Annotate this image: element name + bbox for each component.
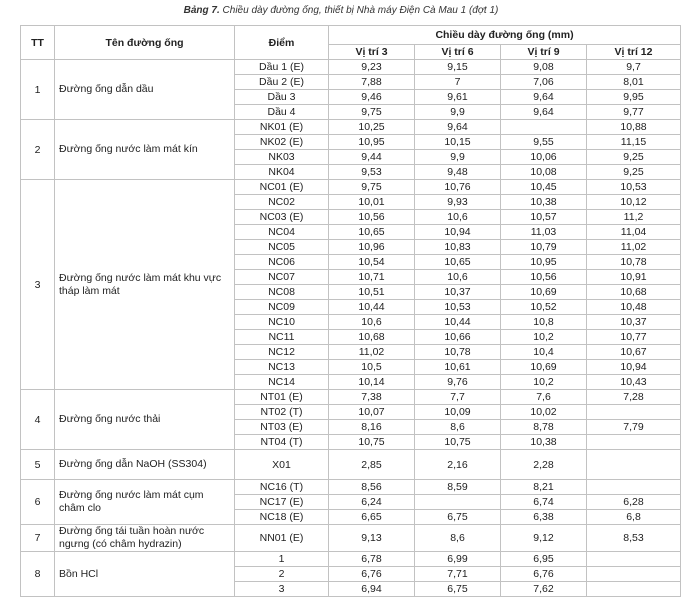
row-point: NT04 (T) xyxy=(235,435,329,450)
thickness-value: 10,53 xyxy=(587,180,681,195)
thickness-value: 10,69 xyxy=(501,285,587,300)
row-tt: 5 xyxy=(21,450,55,480)
thickness-value: 7,38 xyxy=(329,390,415,405)
row-pipe-name: Đường ống tái tuần hoàn nước ngưng (có châm hydrazin) xyxy=(55,525,235,552)
row-point: NC01 (E) xyxy=(235,180,329,195)
row-point: NK01 (E) xyxy=(235,120,329,135)
thickness-value: 8,6 xyxy=(415,420,501,435)
thickness-value: 10,14 xyxy=(329,375,415,390)
thickness-value: 10,96 xyxy=(329,240,415,255)
thickness-value: 9,46 xyxy=(329,90,415,105)
thickness-value: 7,79 xyxy=(587,420,681,435)
caption-label: Bảng 7. xyxy=(183,5,220,16)
thickness-value: 10,67 xyxy=(587,345,681,360)
thickness-value: 9,08 xyxy=(501,60,587,75)
pipe-thickness-table xyxy=(20,25,681,597)
row-pipe-name: Đường ống nước làm mát khu vực tháp làm mát xyxy=(55,180,235,390)
thickness-value: 10,45 xyxy=(501,180,587,195)
thickness-value: 10,66 xyxy=(415,330,501,345)
thickness-value: 6,95 xyxy=(501,552,587,567)
row-point: NC12 xyxy=(235,345,329,360)
thickness-value: 10,56 xyxy=(501,270,587,285)
row-pipe-name: Đường ống nước thải xyxy=(55,390,235,450)
thickness-value: 10,75 xyxy=(329,435,415,450)
thickness-value: 6,74 xyxy=(501,495,587,510)
thickness-value: 10,8 xyxy=(501,315,587,330)
thickness-value xyxy=(587,480,681,495)
thickness-value: 7,06 xyxy=(501,75,587,90)
thickness-value: 10,95 xyxy=(501,255,587,270)
thickness-value: 10,79 xyxy=(501,240,587,255)
thickness-value: 10,48 xyxy=(587,300,681,315)
thickness-value: 10,83 xyxy=(415,240,501,255)
thickness-value: 6,75 xyxy=(415,582,501,597)
thickness-value: 11,02 xyxy=(329,345,415,360)
header-position-12: Vị trí 12 xyxy=(587,45,681,60)
thickness-value xyxy=(587,435,681,450)
thickness-value: 11,04 xyxy=(587,225,681,240)
thickness-value: 10,06 xyxy=(501,150,587,165)
row-point: X01 xyxy=(235,450,329,480)
row-point: NK03 xyxy=(235,150,329,165)
row-pipe-name: Đường ống dẫn NaOH (SS304) xyxy=(55,450,235,480)
thickness-value: 8,59 xyxy=(415,480,501,495)
thickness-value: 9,15 xyxy=(415,60,501,75)
thickness-value: 8,16 xyxy=(329,420,415,435)
row-point: Dầu 2 (E) xyxy=(235,75,329,90)
table-row xyxy=(21,480,681,495)
thickness-value: 10,78 xyxy=(587,255,681,270)
table-row xyxy=(21,60,681,75)
thickness-value: 10,38 xyxy=(501,435,587,450)
thickness-value xyxy=(587,567,681,582)
thickness-value: 9,44 xyxy=(329,150,415,165)
thickness-value xyxy=(415,495,501,510)
thickness-value: 10,2 xyxy=(501,375,587,390)
thickness-value: 10,68 xyxy=(587,285,681,300)
thickness-value: 10,38 xyxy=(501,195,587,210)
thickness-value: 10,53 xyxy=(415,300,501,315)
thickness-value: 6,38 xyxy=(501,510,587,525)
row-point: NC14 xyxy=(235,375,329,390)
thickness-value: 6,76 xyxy=(329,567,415,582)
thickness-value: 7,6 xyxy=(501,390,587,405)
thickness-value: 10,56 xyxy=(329,210,415,225)
thickness-value: 6,8 xyxy=(587,510,681,525)
thickness-value: 10,94 xyxy=(587,360,681,375)
thickness-value: 6,75 xyxy=(415,510,501,525)
header-position-3: Vị trí 3 xyxy=(329,45,415,60)
thickness-value: 10,09 xyxy=(415,405,501,420)
thickness-value: 10,6 xyxy=(415,210,501,225)
row-point: NK04 xyxy=(235,165,329,180)
row-point: NC11 xyxy=(235,330,329,345)
thickness-value: 10,6 xyxy=(415,270,501,285)
thickness-value: 10,65 xyxy=(415,255,501,270)
thickness-value: 10,51 xyxy=(329,285,415,300)
table-row xyxy=(21,525,681,552)
row-pipe-name: Bồn HCl xyxy=(55,552,235,597)
thickness-value: 10,94 xyxy=(415,225,501,240)
thickness-value: 10,01 xyxy=(329,195,415,210)
row-point: NC02 xyxy=(235,195,329,210)
thickness-value: 9,76 xyxy=(415,375,501,390)
row-point: NT02 (T) xyxy=(235,405,329,420)
row-tt: 6 xyxy=(21,480,55,525)
thickness-value: 10,91 xyxy=(587,270,681,285)
thickness-value: 8,53 xyxy=(587,525,681,552)
row-point: NC10 xyxy=(235,315,329,330)
thickness-value: 9,55 xyxy=(501,135,587,150)
table-body xyxy=(21,60,681,597)
thickness-value: 9,48 xyxy=(415,165,501,180)
thickness-value: 9,64 xyxy=(501,105,587,120)
row-point: NC05 xyxy=(235,240,329,255)
thickness-value: 10,57 xyxy=(501,210,587,225)
header-position-9: Vị trí 9 xyxy=(501,45,587,60)
row-point: 1 xyxy=(235,552,329,567)
thickness-value: 10,02 xyxy=(501,405,587,420)
header-tt: TT xyxy=(21,26,55,60)
thickness-value: 10,52 xyxy=(501,300,587,315)
thickness-value: 9,9 xyxy=(415,150,501,165)
thickness-value xyxy=(587,552,681,567)
row-point: NC09 xyxy=(235,300,329,315)
row-tt: 8 xyxy=(21,552,55,597)
thickness-value: 10,77 xyxy=(587,330,681,345)
thickness-value: 9,95 xyxy=(587,90,681,105)
thickness-value: 9,13 xyxy=(329,525,415,552)
thickness-value: 10,2 xyxy=(501,330,587,345)
row-point: NC13 xyxy=(235,360,329,375)
thickness-value: 9,61 xyxy=(415,90,501,105)
thickness-value: 9,9 xyxy=(415,105,501,120)
thickness-value: 6,28 xyxy=(587,495,681,510)
thickness-value: 8,01 xyxy=(587,75,681,90)
thickness-value: 6,99 xyxy=(415,552,501,567)
table-caption xyxy=(0,5,682,16)
thickness-value: 7,88 xyxy=(329,75,415,90)
table-row xyxy=(21,552,681,567)
thickness-value: 10,68 xyxy=(329,330,415,345)
row-point: NC07 xyxy=(235,270,329,285)
thickness-value: 11,2 xyxy=(587,210,681,225)
thickness-value: 10,71 xyxy=(329,270,415,285)
row-point: NC08 xyxy=(235,285,329,300)
thickness-value: 9,12 xyxy=(501,525,587,552)
row-point: NC16 (T) xyxy=(235,480,329,495)
thickness-value: 10,54 xyxy=(329,255,415,270)
row-pipe-name: Đường ống nước làm mát cụm châm clo xyxy=(55,480,235,525)
row-point: NT01 (E) xyxy=(235,390,329,405)
thickness-value xyxy=(587,582,681,597)
row-point: Dầu 4 xyxy=(235,105,329,120)
row-tt: 7 xyxy=(21,525,55,552)
thickness-value: 10,61 xyxy=(415,360,501,375)
thickness-value: 10,43 xyxy=(587,375,681,390)
row-point: Dầu 1 (E) xyxy=(235,60,329,75)
row-point: 3 xyxy=(235,582,329,597)
thickness-value: 10,76 xyxy=(415,180,501,195)
thickness-value: 2,85 xyxy=(329,450,415,480)
row-point: NT03 (E) xyxy=(235,420,329,435)
row-pipe-name: Đường ống nước làm mát kín xyxy=(55,120,235,180)
thickness-value: 11,02 xyxy=(587,240,681,255)
thickness-value: 7,28 xyxy=(587,390,681,405)
thickness-value: 10,65 xyxy=(329,225,415,240)
table-row xyxy=(21,390,681,405)
thickness-value: 10,25 xyxy=(329,120,415,135)
thickness-value: 8,56 xyxy=(329,480,415,495)
row-tt: 1 xyxy=(21,60,55,120)
thickness-value: 10,37 xyxy=(587,315,681,330)
thickness-value: 9,7 xyxy=(587,60,681,75)
thickness-value: 9,25 xyxy=(587,150,681,165)
header-pipe-name: Tên đường ống xyxy=(55,26,235,60)
row-tt: 2 xyxy=(21,120,55,180)
row-pipe-name: Đường ống dẫn dầu xyxy=(55,60,235,120)
thickness-value xyxy=(501,120,587,135)
row-point: NC06 xyxy=(235,255,329,270)
table-row xyxy=(21,180,681,195)
thickness-value: 10,69 xyxy=(501,360,587,375)
thickness-value xyxy=(587,450,681,480)
thickness-value: 10,08 xyxy=(501,165,587,180)
thickness-value: 11,03 xyxy=(501,225,587,240)
thickness-value: 7 xyxy=(415,75,501,90)
thickness-value: 10,07 xyxy=(329,405,415,420)
header-point: Điểm xyxy=(235,26,329,60)
thickness-value: 9,25 xyxy=(587,165,681,180)
thickness-value: 9,23 xyxy=(329,60,415,75)
thickness-value: 10,5 xyxy=(329,360,415,375)
row-point: NC04 xyxy=(235,225,329,240)
caption-text: Chiều dày đường ống, thiết bị Nhà máy Điện Cà Mau 1 (đợt 1) xyxy=(222,5,499,16)
table-row xyxy=(21,450,681,480)
thickness-value: 2,28 xyxy=(501,450,587,480)
thickness-value xyxy=(587,405,681,420)
thickness-value: 10,37 xyxy=(415,285,501,300)
thickness-value: 10,15 xyxy=(415,135,501,150)
thickness-value: 10,78 xyxy=(415,345,501,360)
table-row xyxy=(21,120,681,135)
row-point: NK02 (E) xyxy=(235,135,329,150)
thickness-value: 9,75 xyxy=(329,180,415,195)
thickness-value: 10,75 xyxy=(415,435,501,450)
row-point: NN01 (E) xyxy=(235,525,329,552)
thickness-value: 9,53 xyxy=(329,165,415,180)
row-point: NC18 (E) xyxy=(235,510,329,525)
thickness-value: 7,71 xyxy=(415,567,501,582)
thickness-value: 8,78 xyxy=(501,420,587,435)
thickness-value: 9,75 xyxy=(329,105,415,120)
thickness-value: 6,78 xyxy=(329,552,415,567)
thickness-value: 10,44 xyxy=(415,315,501,330)
thickness-value: 10,6 xyxy=(329,315,415,330)
row-tt: 3 xyxy=(21,180,55,390)
thickness-value: 7,7 xyxy=(415,390,501,405)
header-position-6: Vị trí 6 xyxy=(415,45,501,60)
thickness-value: 7,62 xyxy=(501,582,587,597)
thickness-value: 9,64 xyxy=(415,120,501,135)
thickness-value: 6,76 xyxy=(501,567,587,582)
thickness-value: 8,21 xyxy=(501,480,587,495)
row-point: 2 xyxy=(235,567,329,582)
thickness-value: 6,65 xyxy=(329,510,415,525)
row-tt: 4 xyxy=(21,390,55,450)
thickness-value: 9,64 xyxy=(501,90,587,105)
row-point: NC17 (E) xyxy=(235,495,329,510)
thickness-value: 8,6 xyxy=(415,525,501,552)
header-thickness: Chiều dày đường ống (mm) xyxy=(329,26,681,45)
thickness-value: 11,15 xyxy=(587,135,681,150)
thickness-value: 10,12 xyxy=(587,195,681,210)
thickness-value: 10,88 xyxy=(587,120,681,135)
thickness-value: 10,95 xyxy=(329,135,415,150)
row-point: Dầu 3 xyxy=(235,90,329,105)
row-point: NC03 (E) xyxy=(235,210,329,225)
thickness-value: 6,24 xyxy=(329,495,415,510)
thickness-value: 10,44 xyxy=(329,300,415,315)
thickness-value: 2,16 xyxy=(415,450,501,480)
thickness-value: 6,94 xyxy=(329,582,415,597)
thickness-value: 10,4 xyxy=(501,345,587,360)
thickness-value: 9,77 xyxy=(587,105,681,120)
thickness-value: 9,93 xyxy=(415,195,501,210)
